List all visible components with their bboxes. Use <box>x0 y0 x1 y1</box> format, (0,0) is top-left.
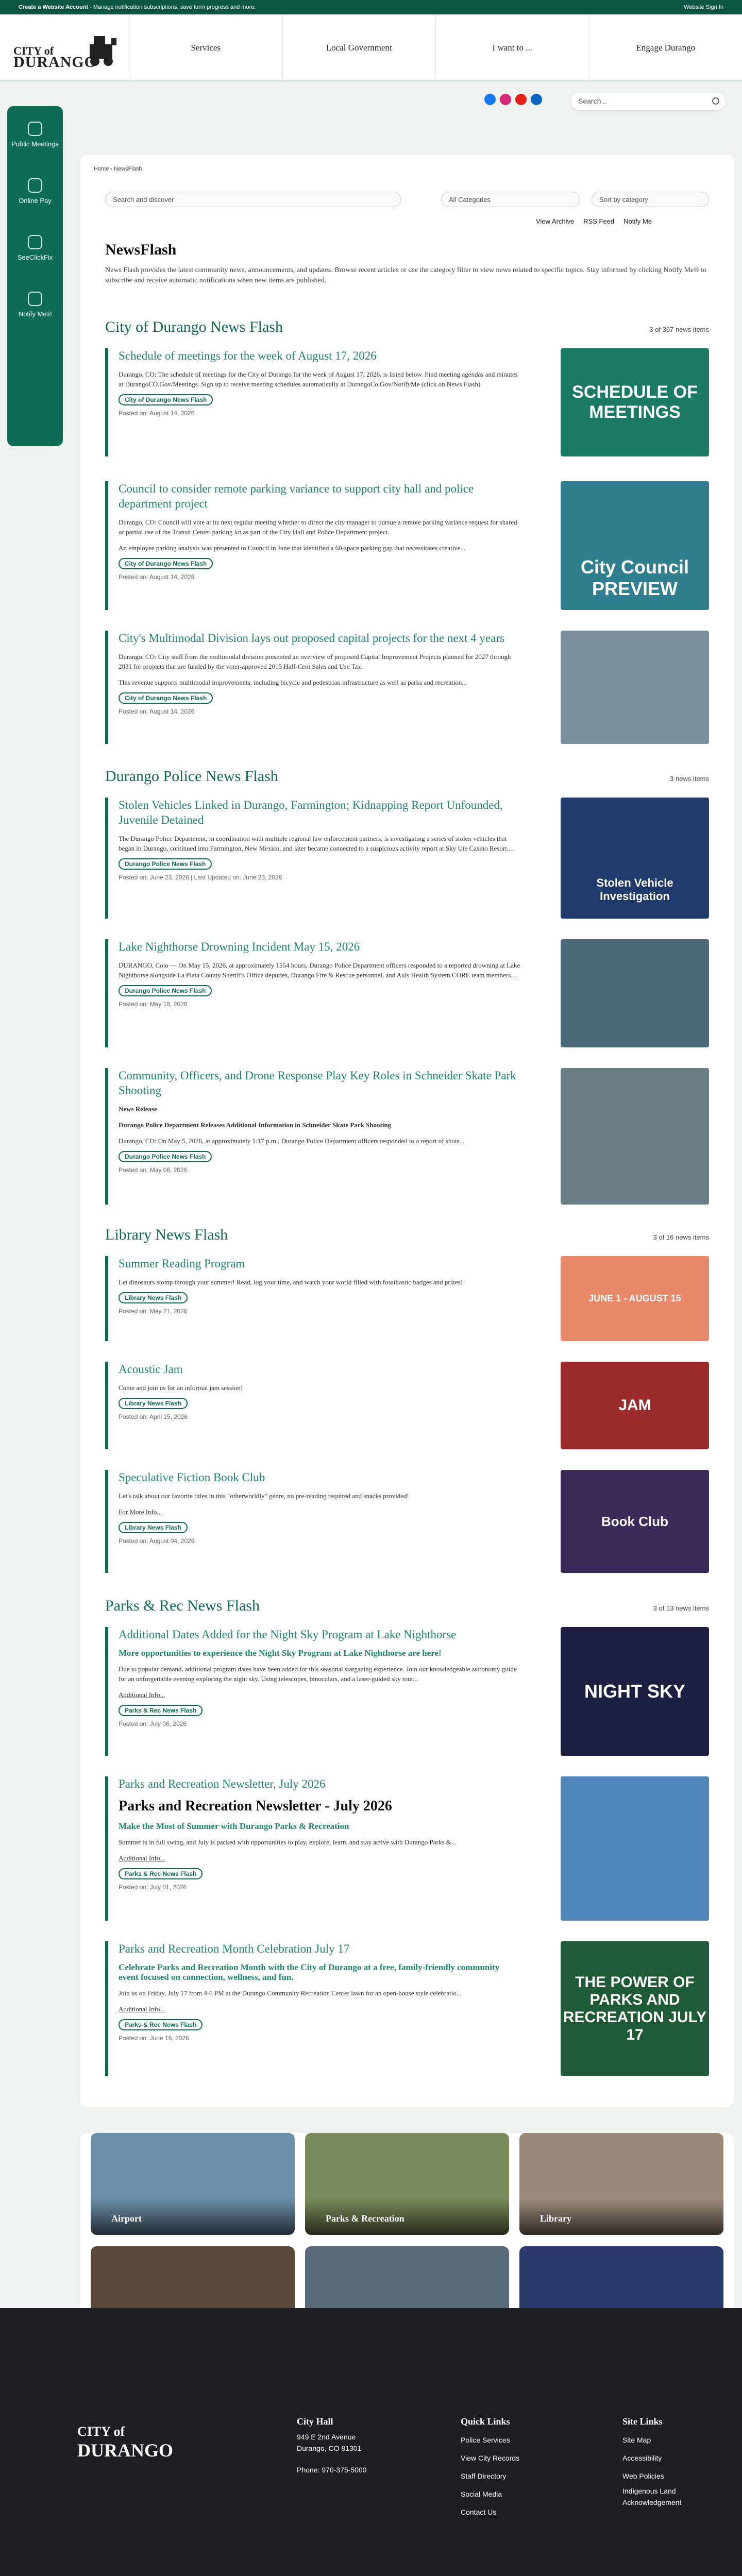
item-date: Posted on: August 04, 2026 <box>119 1537 195 1545</box>
section-title[interactable]: Durango Police News Flash <box>105 768 278 785</box>
logo-line1: CITY of <box>13 44 54 57</box>
city-logo[interactable] <box>13 33 116 69</box>
item-date: Posted on: August 14, 2026 <box>119 573 195 581</box>
item-thumbnail[interactable] <box>561 939 709 1047</box>
item-summary: Due to popular demand, additional program dates have been added for this seasonal stargazing experience. Join our knowledgeable astronomy guide for an unforgettable evening exploring the night sky. Using telescopes, binoculars, and a laser-guided sky tour... <box>119 1665 517 1683</box>
more-info-link[interactable]: For More Info... <box>119 1508 162 1516</box>
item-date: Posted on: May 18, 2026 <box>119 1001 188 1008</box>
sort-select[interactable]: Sort by category <box>592 192 709 207</box>
news-item <box>105 1256 709 1341</box>
item-summary: DURANGO, Colo — On May 15, 2026, at approximately 1554 hours, Durango Police Department officers responded to a reported drowning at Lake Nighthorse alongside La Plata County Sheriff's Office deputies, Durango Fire & Rescue personnel, and Axis Health System CORE team members.... <box>119 961 520 979</box>
section-title[interactable]: Parks & Rec News Flash <box>105 1597 260 1614</box>
item-tag[interactable]: Parks & Rec News Flash <box>119 1705 203 1716</box>
item-summary: Let dinosaurs stomp through your summer! Read, log your time, and watch your world filled with fossiltastic badges and prizes! <box>119 1278 463 1286</box>
item-title[interactable]: Community, Officers, and Drone Response Play Key Roles in Schneider Skate Park Shooting <box>119 1069 516 1097</box>
item-date: Posted on: August 14, 2026 <box>119 410 195 417</box>
item-date: Posted on: June 16, 2026 <box>119 2035 189 2042</box>
more-info-link[interactable]: Additional Info... <box>119 1854 165 1862</box>
item-summary: Durango, CO: On May 5, 2026, at approximately 1:17 p.m., Durango Police Department officers responded to a report of shots... <box>119 1137 465 1145</box>
item-headline: Parks and Recreation Newsletter - July 2026 <box>119 1798 392 1814</box>
item-date: Posted on: May 06, 2026 <box>119 1166 188 1174</box>
footer-link[interactable]: Police Services <box>461 2436 510 2444</box>
item-title[interactable]: Parks and Recreation Newsletter, July 2026 <box>119 1777 326 1790</box>
footer-link[interactable]: Site Map <box>622 2436 651 2444</box>
item-thumbnail[interactable] <box>561 1068 709 1205</box>
item-title[interactable]: Summer Reading Program <box>119 1257 245 1270</box>
item-date: Posted on: August 14, 2026 <box>119 708 195 715</box>
item-thumbnail[interactable]: NIGHT SKY <box>561 1627 709 1756</box>
footer-site-links: Site Links Site Map Accessibility Web Policies Indigenous Land Acknowledgement <box>622 2416 705 2508</box>
item-summary: Durango, CO: City staff from the multimodal division presented an overview of proposed Capital Improvement Projects planned for 2027 through 2031 for projects that are funded by the voter-approved 2015 Half-Cent Sales and Use Tax. <box>119 653 511 670</box>
meetings-icon <box>28 122 42 136</box>
news-item <box>105 1941 709 2076</box>
news-item <box>105 1470 709 1573</box>
item-date: Posted on: April 15, 2026 <box>119 1413 188 1420</box>
footer-link[interactable]: Staff Directory <box>461 2472 507 2480</box>
item-summary: Durango, CO: The schedule of meetings for the City of Durango for the week of August 17, 2026, is listed below. Find meeting agendas and minutes at DurangoCO.Gov/Meetings. Sign up to receive meeting schedules automatically at DurangoCo.Gov/NotifyMe (click on News Flash). <box>119 370 518 388</box>
item-summary-2: An employee parking analysis was presented to Council in June that identified a 60-space parking gap that necessitates creative... <box>119 544 466 552</box>
item-subtitle: Celebrate Parks and Recreation Month with the City of Durango at a free, family-friendly community event focused on connection, wellness, and fun. <box>119 1962 500 1982</box>
item-accent-bar <box>105 1362 108 1449</box>
footer-quick-links: Quick Links Police Services View City Records Staff Directory Social Media Contact Us <box>461 2416 519 2521</box>
rss-feed-link[interactable]: RSS Feed <box>583 217 615 225</box>
item-thumbnail[interactable] <box>561 1776 709 1921</box>
item-title[interactable]: Stolen Vehicles Linked in Durango, Farmington; Kidnapping Report Unfounded, Juvenile Detained <box>119 799 503 826</box>
item-title[interactable]: Lake Nighthorse Drowning Incident May 15, 2026 <box>119 940 360 953</box>
item-title[interactable]: Schedule of meetings for the week of August 17, 2026 <box>119 349 377 362</box>
footer-link[interactable]: Social Media <box>461 2490 502 2498</box>
main-content <box>80 155 734 2107</box>
intro-text: News Flash provides the latest community news, announcements, and updates. Browse recent articles or use the category filter to view news related to specific topics. Stay informed by clicking Notify Me® to subscribe and receive automatic notifications when new items are published. <box>105 266 707 284</box>
section-police-news <box>105 768 709 1195</box>
item-accent-bar <box>105 481 108 610</box>
news-item <box>105 1776 709 1921</box>
more-info-link[interactable]: Additional Info... <box>119 1691 165 1699</box>
utility-band <box>0 81 742 123</box>
item-tag[interactable]: City of Durango News Flash <box>119 558 213 569</box>
item-accent-bar <box>105 1776 108 1921</box>
footer-link[interactable]: Web Policies <box>622 2472 664 2480</box>
item-tag[interactable]: Durango Police News Flash <box>119 1151 212 1162</box>
section-parks-news <box>105 1597 709 2076</box>
item-tag[interactable]: Durango Police News Flash <box>119 985 212 996</box>
footer-link[interactable]: Contact Us <box>461 2508 497 2516</box>
instagram-icon[interactable] <box>500 94 511 105</box>
filter-bar <box>105 192 709 207</box>
sidebar-item-public-meetings[interactable]: Public Meetings <box>7 106 63 163</box>
footer-city-hall: City Hall 949 E 2nd Avenue Durango, CO 81301 Phone: 970-375-5000 <box>297 2416 366 2479</box>
section-title[interactable]: Library News Flash <box>105 1226 228 1243</box>
item-summary-2: This revenue supports multimodal improvements, including bicycle and pedestrian infrastructure as well as parks and recreation... <box>119 679 467 686</box>
item-tag[interactable]: Library News Flash <box>119 1292 188 1303</box>
create-account-text[interactable]: Create a Website Account - Manage notification subscriptions, save form progress and more. <box>19 4 256 10</box>
item-subtitle: Durango Police Department Releases Additional Information in Schneider Skate Park Shooting <box>119 1121 392 1129</box>
item-summary: Come and join us for an informal jam session! <box>119 1384 243 1392</box>
item-accent-bar <box>105 1470 108 1573</box>
item-accent-bar <box>105 1941 108 2076</box>
section-library-news <box>105 1226 709 1628</box>
news-item <box>105 798 709 919</box>
website-sign-in-link[interactable]: Website Sign In <box>684 4 723 10</box>
item-tag[interactable]: Durango Police News Flash <box>119 858 212 870</box>
quick-link-airport[interactable]: Airport <box>91 2133 295 2235</box>
item-tag[interactable]: City of Durango News Flash <box>119 394 213 405</box>
item-count: 3 of 13 news items <box>653 1604 709 1612</box>
footer-phone[interactable]: Phone: 970-375-5000 <box>297 2466 367 2474</box>
quick-link-parks[interactable]: Parks & Recreation <box>305 2133 509 2235</box>
sidebar-item-seeclickfix[interactable]: SeeClickFix <box>7 219 63 276</box>
payment-icon <box>28 178 42 193</box>
section-title[interactable]: City of Durango News Flash <box>105 318 283 335</box>
item-tag[interactable]: Parks & Rec News Flash <box>119 2019 203 2030</box>
top-bar <box>0 0 742 14</box>
news-search-input[interactable]: Search and discover <box>105 192 401 207</box>
footer-link[interactable]: View City Records <box>461 2454 520 2462</box>
item-tag[interactable]: Library News Flash <box>119 1398 188 1409</box>
notify-icon <box>28 292 42 306</box>
page-title: NewsFlash <box>105 241 177 258</box>
item-thumbnail[interactable]: SCHEDULE OF MEETINGS <box>561 348 709 456</box>
item-thumbnail[interactable] <box>561 631 709 744</box>
breadcrumb[interactable]: Home › NewsFlash <box>94 166 142 172</box>
site-search-input[interactable]: Search... <box>571 93 726 110</box>
category-select[interactable]: All Categories <box>441 192 580 207</box>
item-date: Posted on: July 06, 2026 <box>119 1720 187 1727</box>
logo-line2: DURANGO <box>13 54 97 71</box>
quick-link-library[interactable]: Library <box>519 2133 723 2235</box>
footer-logo[interactable]: CITY of DURANGO <box>77 2424 173 2461</box>
social-icons <box>484 94 542 105</box>
item-kicker: News Release <box>119 1105 157 1113</box>
nav-engage-durango[interactable]: Engage Durango <box>589 14 742 81</box>
site-footer <box>0 2308 742 2576</box>
youtube-icon[interactable] <box>515 94 527 105</box>
item-title[interactable]: Parks and Recreation Month Celebration July 17 <box>119 1942 350 1955</box>
item-count: 3 of 16 news items <box>653 1233 709 1241</box>
item-tag[interactable]: Library News Flash <box>119 1522 188 1533</box>
facebook-icon[interactable] <box>484 94 496 105</box>
nav-services[interactable]: Services <box>129 14 282 81</box>
item-title[interactable]: Council to consider remote parking variance to support city hall and police department project <box>119 482 474 510</box>
item-subtitle: Make the Most of Summer with Durango Parks & Recreation <box>119 1821 349 1831</box>
more-info-link[interactable]: Additional Info... <box>119 2005 165 2013</box>
news-item <box>105 1068 709 1205</box>
view-archive-link[interactable]: View Archive <box>536 217 575 225</box>
news-item <box>105 939 709 1047</box>
quick-sidebar <box>7 106 63 446</box>
item-accent-bar <box>105 348 108 456</box>
item-title[interactable]: Acoustic Jam <box>119 1363 183 1376</box>
item-accent-bar <box>105 1256 108 1341</box>
item-accent-bar <box>105 939 108 1047</box>
item-tag[interactable]: City of Durango News Flash <box>119 692 213 704</box>
item-date: Posted on: July 01, 2026 <box>119 1884 187 1891</box>
item-summary: Summer is in full swing, and July is packed with opportunities to play, explore, learn, and stay active with Durango Parks &... <box>119 1838 457 1846</box>
item-accent-bar <box>105 798 108 919</box>
item-count: 3 news items <box>670 775 709 783</box>
item-accent-bar <box>105 1627 108 1756</box>
item-thumbnail[interactable]: THE POWER OF PARKS AND RECREATION JULY 17 <box>561 1941 709 2076</box>
section-city-news <box>105 318 709 746</box>
linkedin-icon[interactable] <box>531 94 542 105</box>
footer-link[interactable]: Accessibility <box>622 2454 662 2462</box>
item-accent-bar <box>105 631 108 744</box>
item-accent-bar <box>105 1068 108 1205</box>
sidebar-item-online-pay[interactable]: Online Pay <box>7 163 63 219</box>
item-subtitle: More opportunities to experience the Night Sky Program at Lake Nighthorse are here! <box>119 1648 442 1658</box>
item-thumbnail[interactable]: JAM <box>561 1362 709 1449</box>
sidebar-item-notify-me[interactable]: Notify Me® <box>7 276 63 333</box>
notify-me-link[interactable]: Notify Me <box>623 217 652 225</box>
nav-i-want-to[interactable]: I want to ... <box>435 14 589 81</box>
footer-link[interactable]: Indigenous Land Acknowledgement <box>622 2487 682 2506</box>
item-summary: The Durango Police Department, in coordination with multiple regional law enforcement partners, is investigating a series of stolen vehicles that began in Durango, continued into Farmington, New Mexico, and later became connected to a suspicious activity report at Sky Ute Casino Resort.... <box>119 835 514 852</box>
news-item <box>105 348 709 456</box>
item-title[interactable]: Speculative Fiction Book Club <box>119 1471 265 1484</box>
news-item <box>105 631 709 744</box>
item-summary: Let's talk about our favorite titles in this "otherworldly" genre, no pre-reading required and snacks provided! <box>119 1492 409 1500</box>
item-thumbnail[interactable]: City Council PREVIEW <box>561 481 709 610</box>
site-header <box>0 14 742 81</box>
item-thumbnail[interactable]: Book Club <box>561 1470 709 1573</box>
news-item <box>105 481 709 610</box>
item-summary: Join us on Friday, July 17 from 4-6 PM at the Durango Community Recreation Center lawn for an open-house style celebratio... <box>119 1989 462 1997</box>
item-thumbnail[interactable]: Stolen Vehicle Investigation <box>561 798 709 919</box>
news-item <box>105 1627 709 1756</box>
nav-local-government[interactable]: Local Government <box>282 14 436 81</box>
item-summary: Durango, CO: Council will vote at its next regular meeting whether to direct the city manager to pursue a remote parking variance request for shared or partial use of the Transit Center parking lot as part of the City Hall and Police Department project. <box>119 518 517 536</box>
wrench-icon <box>28 235 42 249</box>
item-tag[interactable]: Parks & Rec News Flash <box>119 1868 203 1879</box>
item-title[interactable]: Additional Dates Added for the Night Sky Program at Lake Nighthorse <box>119 1628 457 1641</box>
main-nav <box>129 14 742 81</box>
item-thumbnail[interactable]: JUNE 1 - AUGUST 15 <box>561 1256 709 1341</box>
item-count: 3 of 367 news items <box>649 326 709 333</box>
item-title[interactable]: City's Multimodal Division lays out proposed capital projects for the next 4 years <box>119 632 504 645</box>
item-date: Posted on: May 21, 2026 <box>119 1308 188 1315</box>
news-links <box>536 217 652 225</box>
news-item <box>105 1362 709 1449</box>
item-date: Posted on: June 23, 2026 | Last Updated on: June 23, 2026 <box>119 874 282 881</box>
search-icon[interactable] <box>712 97 719 105</box>
